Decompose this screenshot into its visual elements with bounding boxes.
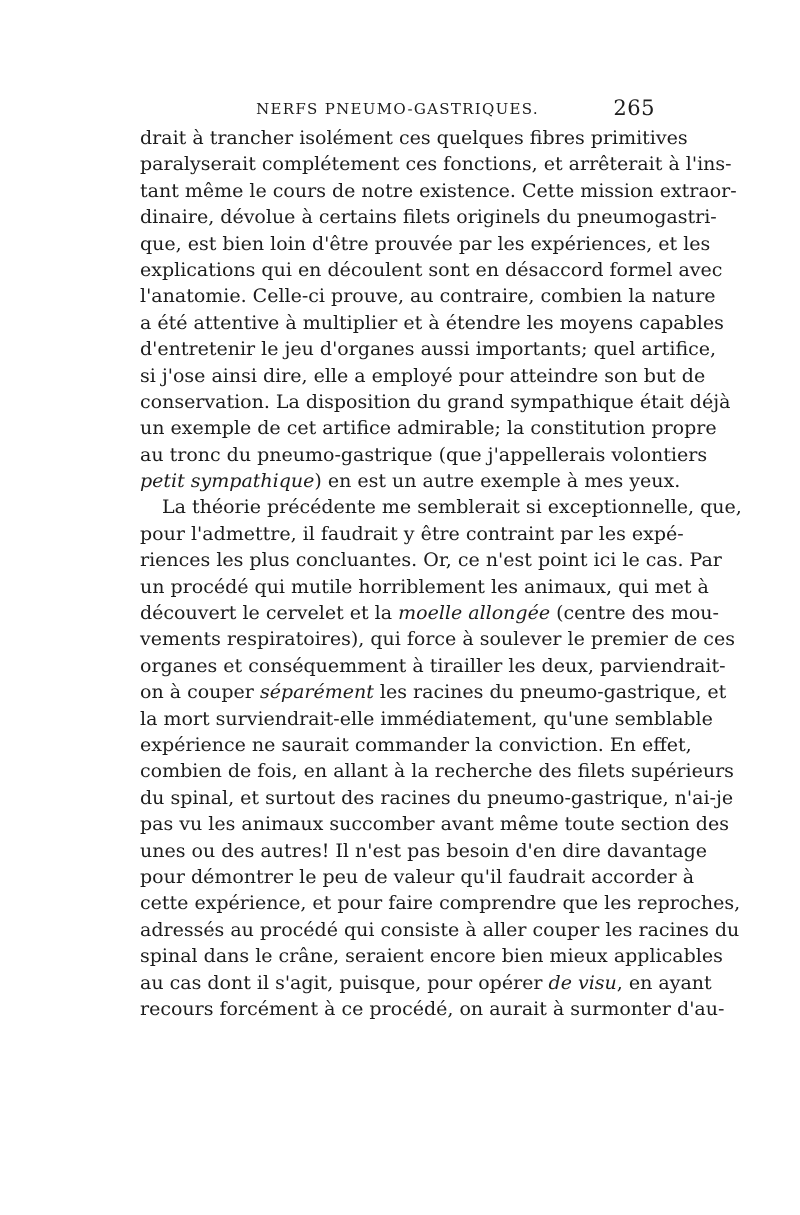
text-run: au cas dont il s'agit, puisque, pour opérer bbox=[140, 971, 549, 994]
text-line: riences les plus concluantes. Or, ce n'est point ici le cas. Par bbox=[140, 549, 722, 572]
text-line: si j'ose ainsi dire, elle a employé pour atteindre son but de bbox=[140, 364, 706, 387]
text-run: découvert le cervelet et la bbox=[140, 602, 399, 625]
text-line: dinaire, dévolue à certains filets originels du pneumogastri- bbox=[140, 206, 717, 229]
italic-phrase: de visu bbox=[548, 971, 617, 994]
text-line: cette expérience, et pour faire comprendre que les reproches, bbox=[140, 892, 741, 915]
text-line: drait à trancher isolément ces quelques fibres primitives bbox=[140, 127, 688, 149]
text-line: un exemple de cet artifice admirable; la constitution propre bbox=[140, 417, 717, 440]
text-line: adressés au procédé qui consiste à aller couper les racines du bbox=[140, 918, 740, 941]
text-run: on à couper bbox=[140, 681, 260, 704]
text-run: ) en est un autre exemple à mes yeux. bbox=[314, 470, 681, 493]
text-line bbox=[140, 679, 727, 705]
text-line: organes et conséquemment à tirailler les deux, parviendrait- bbox=[140, 654, 726, 677]
text-line: paralyserait complétement ces fonctions, et arrêterait à l'ins- bbox=[140, 153, 732, 176]
text-line: tant même le cours de notre existence. Cette mission extraor- bbox=[140, 179, 737, 202]
text-line: conservation. La disposition du grand sympathique était déjà bbox=[140, 390, 731, 413]
text-run: les racines du pneumo-gastrique, et bbox=[373, 681, 727, 704]
running-title: NERFS PNEUMO-GASTRIQUES. bbox=[256, 100, 539, 118]
body-text bbox=[140, 125, 742, 1022]
italic-phrase: petit sympathique bbox=[140, 470, 315, 493]
text-line: pour démontrer le peu de valeur qu'il faudrait accorder à bbox=[140, 865, 695, 888]
text-line: spinal dans le crâne, seraient encore bien mieux applicables bbox=[140, 945, 723, 968]
text-line: du spinal, et surtout des racines du pneumo-gastrique, n'ai-je bbox=[140, 786, 734, 809]
paragraph-first-line: La théorie précédente me semblerait si exceptionnelle, que, bbox=[162, 496, 742, 519]
text-line: combien de fois, en allant à la recherche des filets supérieurs bbox=[140, 760, 734, 783]
italic-phrase: séparément bbox=[259, 681, 374, 704]
text-line: vements respiratoires), qui force à soulever le premier de ces bbox=[140, 628, 735, 651]
text-line: unes ou des autres! Il n'est pas besoin d'en dire davantage bbox=[140, 839, 708, 862]
page-number: 265 bbox=[613, 96, 655, 120]
text-line: un procédé qui mutile horriblement les animaux, qui met à bbox=[140, 575, 709, 598]
text-line: d'entretenir le jeu d'organes aussi importants; quel artifice, bbox=[140, 338, 717, 361]
text-line: l'anatomie. Celle-ci prouve, au contraire, combien la nature bbox=[140, 285, 716, 308]
text-line: explications qui en découlent sont en désaccord formel avec bbox=[140, 258, 723, 281]
text-run: , en ayant bbox=[616, 971, 712, 994]
running-head bbox=[140, 98, 655, 126]
text-line: a été attentive à multiplier et à étendre les moyens capables bbox=[140, 311, 724, 334]
text-line: la mort surviendrait-elle immédiatement, qu'une semblable bbox=[140, 707, 713, 730]
text-line: recours forcément à ce procédé, on aurait à surmonter d'au- bbox=[140, 997, 725, 1020]
italic-phrase: moelle allongée bbox=[398, 602, 551, 625]
text-line: au tronc du pneumo-gastrique (que j'appellerais volontiers bbox=[140, 443, 708, 466]
text-run: (centre des mou- bbox=[550, 602, 719, 625]
text-line bbox=[140, 970, 712, 996]
text-line: pour l'admettre, il faudrait y être contraint par les expé- bbox=[140, 522, 684, 545]
text-line: expérience ne saurait commander la conviction. En effet, bbox=[140, 733, 692, 756]
text-line bbox=[140, 600, 719, 626]
text-line bbox=[140, 468, 681, 494]
text-line: pas vu les animaux succomber avant même toute section des bbox=[140, 813, 729, 836]
text-line: que, est bien loin d'être prouvée par les expériences, et les bbox=[140, 232, 711, 255]
